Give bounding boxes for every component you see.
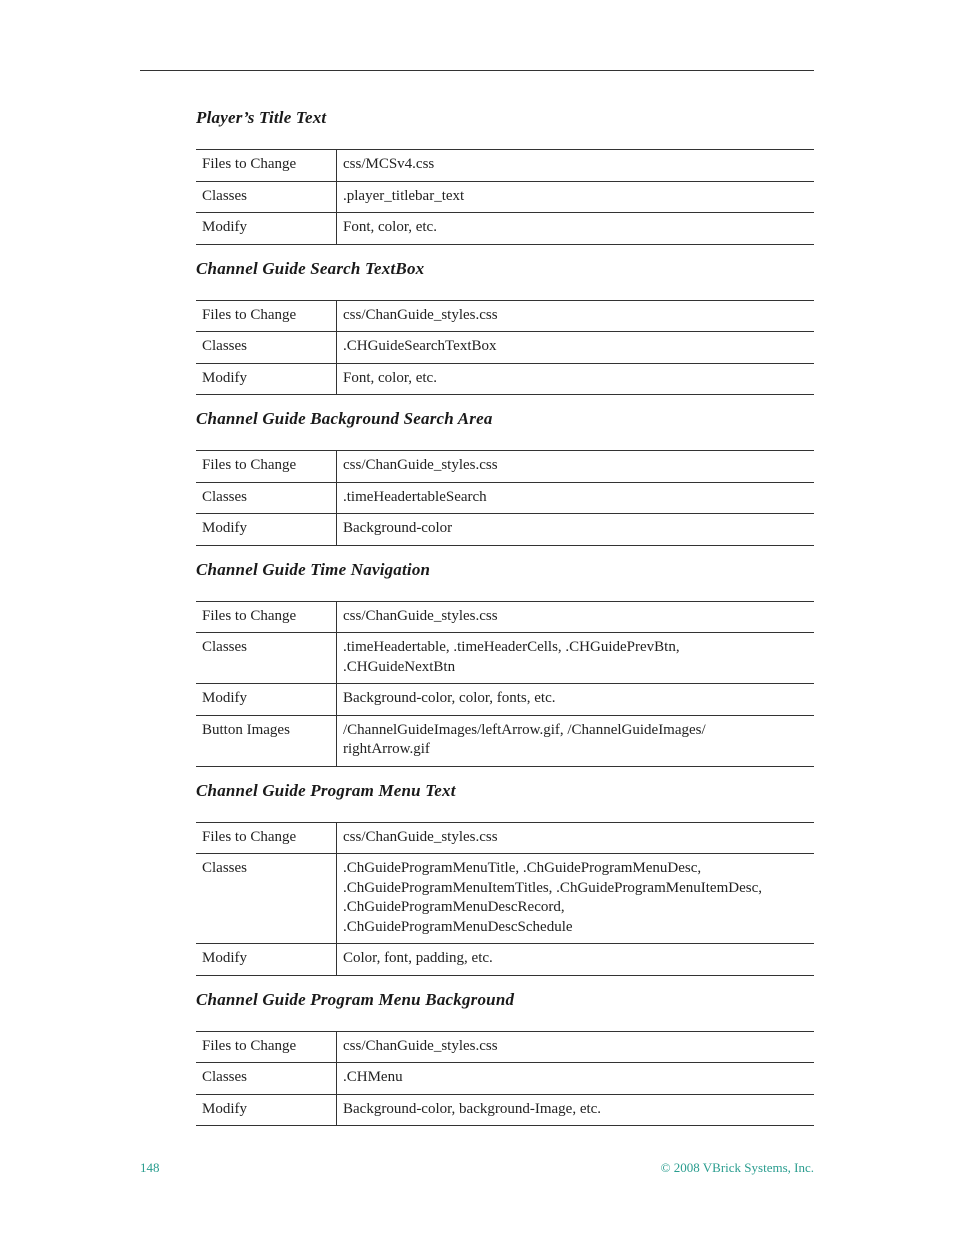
row-value-line: .timeHeadertable, .timeHeaderCells, .CHGuidePrevBtn, bbox=[343, 639, 680, 655]
header-rule bbox=[140, 70, 814, 71]
row-value bbox=[337, 854, 815, 944]
row-value-line: Font, color, etc. bbox=[343, 369, 437, 386]
row-label: Modify bbox=[196, 684, 337, 716]
row-label: Modify bbox=[196, 514, 337, 546]
table-row bbox=[196, 822, 814, 854]
row-value bbox=[337, 633, 815, 684]
section-title: Player’s Title Text bbox=[196, 108, 327, 127]
row-label: Modify bbox=[196, 944, 337, 976]
row-value bbox=[337, 1094, 815, 1126]
section-title: Channel Guide Time Navigation bbox=[196, 559, 431, 579]
row-value-line: .timeHeadertableSearch bbox=[343, 488, 487, 505]
row-value-line: .ChGuideProgramMenuDescRecord, bbox=[343, 899, 565, 915]
table-row bbox=[196, 684, 814, 716]
row-label: Files to Change bbox=[196, 451, 337, 483]
copyright-notice: © 2008 VBrick Systems, Inc. bbox=[660, 1160, 814, 1175]
table-row bbox=[196, 482, 814, 514]
row-value-line: /ChannelGuideImages/leftArrow.gif, /ChannelGuideImages/ bbox=[343, 721, 706, 738]
row-label: Classes bbox=[196, 854, 337, 944]
table-row bbox=[196, 1094, 814, 1126]
row-value-line: css/ChanGuide_styles.css bbox=[343, 457, 498, 473]
section-title: Channel Guide Background Search Area bbox=[196, 409, 493, 428]
row-label: Files to Change bbox=[196, 300, 337, 332]
row-value bbox=[337, 601, 815, 633]
row-label: Files to Change bbox=[196, 601, 337, 633]
row-value-line: css/ChanGuide_styles.css bbox=[343, 828, 498, 845]
row-value-line: .CHGuideNextBtn bbox=[343, 658, 456, 675]
spec-table bbox=[196, 300, 814, 396]
page-number: 148 bbox=[140, 1160, 160, 1175]
row-value-line: .ChGuideProgramMenuItemTitles, .ChGuideProgramMenuItemDesc, bbox=[343, 879, 762, 896]
table-row bbox=[196, 715, 814, 766]
row-value-line: css/ChanGuide_styles.css bbox=[343, 607, 498, 624]
row-value bbox=[337, 1063, 815, 1095]
row-label: Files to Change bbox=[196, 1031, 337, 1063]
row-value-line: Color, font, padding, etc. bbox=[343, 950, 493, 966]
row-value-line: .CHMenu bbox=[343, 1069, 403, 1085]
row-label: Modify bbox=[196, 213, 337, 245]
table-row bbox=[196, 300, 814, 332]
row-label: Files to Change bbox=[196, 150, 337, 182]
spec-table bbox=[196, 601, 814, 767]
table-row bbox=[196, 1063, 814, 1095]
row-label: Files to Change bbox=[196, 822, 337, 854]
row-label: Modify bbox=[196, 1094, 337, 1126]
row-value bbox=[337, 944, 815, 976]
row-value bbox=[337, 451, 815, 483]
row-value-line: Background-color, background-Image, etc. bbox=[343, 1100, 602, 1117]
section-title: Channel Guide Search TextBox bbox=[196, 258, 425, 278]
row-value bbox=[337, 213, 815, 245]
document-body bbox=[196, 104, 814, 1136]
table-row bbox=[196, 601, 814, 633]
table-row bbox=[196, 363, 814, 395]
row-value bbox=[337, 684, 815, 716]
table-row bbox=[196, 332, 814, 364]
row-value bbox=[337, 332, 815, 364]
table-row bbox=[196, 633, 814, 684]
spec-table bbox=[196, 450, 814, 546]
row-label: Classes bbox=[196, 633, 337, 684]
row-value bbox=[337, 363, 815, 395]
row-value-line: Background-color, color, fonts, etc. bbox=[343, 690, 556, 706]
row-value bbox=[337, 715, 815, 766]
table-row bbox=[196, 451, 814, 483]
row-value-line: css/ChanGuide_styles.css bbox=[343, 1037, 498, 1054]
table-row bbox=[196, 514, 814, 546]
row-label: Modify bbox=[196, 363, 337, 395]
row-value-line: css/MCSv4.css bbox=[343, 156, 435, 172]
table-row bbox=[196, 150, 814, 182]
table-row bbox=[196, 181, 814, 213]
spec-table bbox=[196, 1031, 814, 1127]
row-value-line: Background-color bbox=[343, 520, 453, 536]
row-label: Button Images bbox=[196, 715, 337, 766]
row-value bbox=[337, 150, 815, 182]
table-row bbox=[196, 213, 814, 245]
row-value-line: .ChGuideProgramMenuDescSchedule bbox=[343, 918, 573, 935]
section-title: Channel Guide Program Menu Text bbox=[196, 780, 456, 800]
row-value bbox=[337, 1031, 815, 1063]
table-row bbox=[196, 854, 814, 944]
spec-table bbox=[196, 149, 814, 245]
row-label: Classes bbox=[196, 181, 337, 213]
row-value bbox=[337, 300, 815, 332]
section-title: Channel Guide Program Menu Background bbox=[196, 989, 515, 1009]
row-value-line: .CHGuideSearchTextBox bbox=[343, 338, 497, 354]
row-value-line: .ChGuideProgramMenuTitle, .ChGuideProgramMenuDesc, bbox=[343, 860, 702, 876]
table-row bbox=[196, 944, 814, 976]
row-value-line: .player_titlebar_text bbox=[343, 187, 465, 204]
row-value bbox=[337, 181, 815, 213]
row-label: Classes bbox=[196, 482, 337, 514]
row-label: Classes bbox=[196, 332, 337, 364]
row-value-line: Font, color, etc. bbox=[343, 219, 437, 235]
row-value bbox=[337, 482, 815, 514]
row-value-line: rightArrow.gif bbox=[343, 741, 430, 757]
row-label: Classes bbox=[196, 1063, 337, 1095]
table-row bbox=[196, 1031, 814, 1063]
spec-table bbox=[196, 822, 814, 976]
row-value bbox=[337, 514, 815, 546]
row-value bbox=[337, 822, 815, 854]
row-value-line: css/ChanGuide_styles.css bbox=[343, 306, 498, 323]
